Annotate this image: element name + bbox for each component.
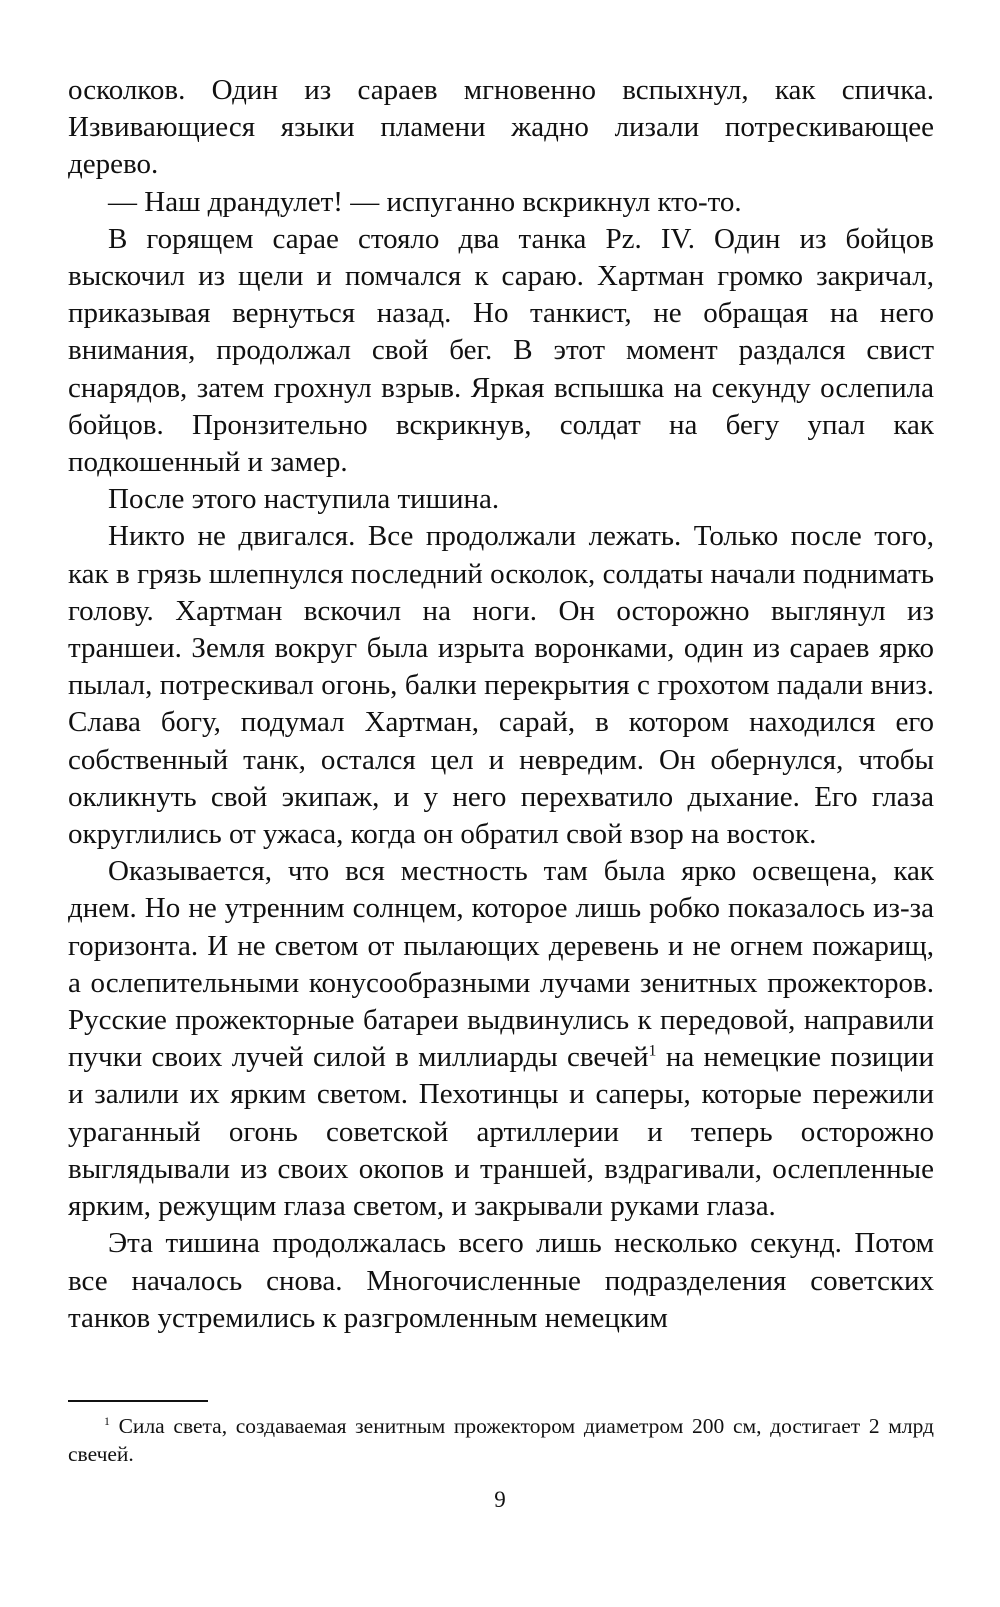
footnote-reference: 1 <box>648 1042 657 1060</box>
paragraph-6-before-note: Оказывается, что вся местность там была ярко освещена, как днем. Но не утренним солнцем, которое лишь робко показалось из-за горизонта. И не светом от пылающих деревень и не огнем пожарищ, а ослепительными конусообразными лучами зенитных прожекторов. Русские прожекторные батареи выдвинулись к передовой, направили пучки своих лучей силой в миллиарды свечей <box>68 855 934 1074</box>
paragraph-5: Никто не двигался. Все продолжали лежать. Только после того, как в грязь шлепнулся последний осколок, солдаты начали поднимать голову. Хартман вскочил на ноги. Он осторожно выглянул из траншеи. Земля вокруг была изрыта воронками, один из сараев ярко пылал, потрескивал огонь, балки перекрытия с грохотом падали вниз. Слава богу, подумал Хартман, сарай, в котором находился его собственный танк, остался цел и невредим. Он обернулся, чтобы окликнуть свой экипаж, и у него перехватило дыхание. Его глаза округлились от ужаса, когда он обратил свой взор на восток. <box>68 520 934 851</box>
footnote-text: Сила света, создаваемая зенитным прожектором диаметром 200 см, достигает 2 млрд свечей. <box>68 1414 934 1466</box>
main-text <box>68 72 934 1337</box>
footnote <box>68 1412 934 1468</box>
paragraph-6-after-note: на немецкие позиции и залили их ярким светом. Пехотинцы и саперы, которые пережили ураганный огонь советской артиллерии и теперь осторожно выглядывали из своих окопов и траншей, вздрагивали, ослепленные ярким, режущим глаза светом, и закрывали руками глаза. <box>68 1041 934 1223</box>
page-number: 9 <box>494 1487 506 1512</box>
paragraph-6 <box>68 853 934 1225</box>
page-body <box>68 72 934 1337</box>
footnote-divider <box>68 1400 208 1402</box>
paragraph-2: — Наш драндулет! — испуганно вскрикнул кто-то. <box>108 185 742 218</box>
paragraph-4: После этого наступила тишина. <box>108 483 500 516</box>
paragraph-3: В горящем сарае стояло два танка Pz. IV. Один из бойцов выскочил из щели и помчался к сараю. Хартман громко закричал, приказывая вернуться назад. Но танкист, не обращая на него внимания, продолжал свой бег. В этот момент раздался свист снарядов, затем грохнул взрыв. Яркая вспышка на секунду ослепила бойцов. Пронзительно вскрикнув, солдат на бегу упал как подкошенный и замер. <box>68 222 934 479</box>
footnote-mark: 1 <box>104 1413 110 1428</box>
paragraph-7: Эта тишина продолжалась всего лишь несколько секунд. Потом все началось снова. Многочисленные подразделения советских танков устремились к разгромленным немецким <box>68 1227 934 1334</box>
paragraph-1: осколков. Один из сараев мгновенно вспыхнул, как спичка. Извивающиеся языки пламени жадно лизали потрескивающее дерево. <box>68 74 934 181</box>
